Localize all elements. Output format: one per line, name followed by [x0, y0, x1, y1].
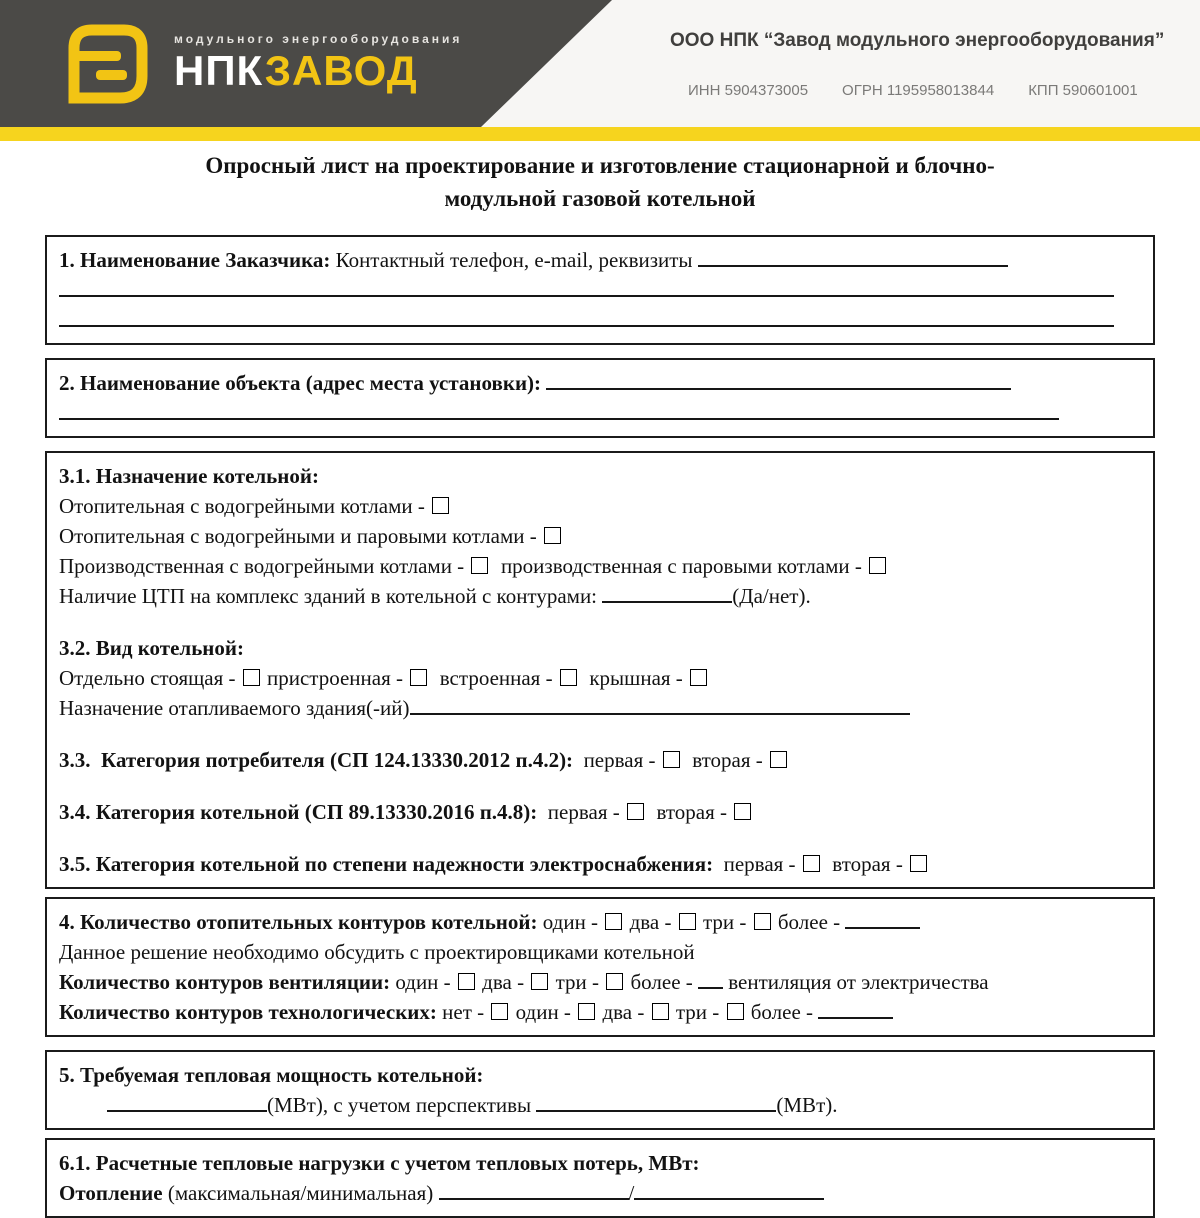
form-line — [59, 521, 1141, 551]
checkbox[interactable] — [491, 1003, 508, 1020]
text-run: 2. Наименование объекта (адрес места установки): — [59, 371, 547, 395]
form-line — [59, 1148, 1141, 1178]
text-run: (Да/нет). — [732, 584, 811, 608]
form-line — [59, 997, 1141, 1027]
text-run: один - — [395, 970, 456, 994]
text-run: вторая - — [645, 800, 733, 824]
form-line — [59, 275, 1141, 305]
checkbox[interactable] — [605, 913, 622, 930]
text-run: один - — [542, 910, 604, 934]
checkbox[interactable] — [727, 1003, 744, 1020]
text-run: более - — [625, 970, 699, 994]
checkbox[interactable] — [734, 803, 751, 820]
brand-zavod: ЗАВОД — [264, 47, 418, 94]
checkbox[interactable] — [410, 669, 427, 686]
checkbox[interactable] — [910, 855, 927, 872]
blank-field[interactable] — [59, 277, 1114, 297]
checkbox[interactable] — [770, 751, 787, 768]
blank-field[interactable] — [59, 400, 1059, 420]
form-line — [59, 1178, 1141, 1208]
text-run: вторая - — [681, 748, 769, 772]
text-run: Контактный телефон, e-mail, реквизиты — [335, 248, 698, 272]
form-line — [59, 368, 1141, 398]
text-run: первая - — [718, 852, 801, 876]
brand-name — [174, 47, 462, 94]
form-line — [59, 461, 1141, 491]
checkbox[interactable] — [432, 497, 449, 514]
text-run: нет - — [442, 1000, 490, 1024]
text-run: более - — [772, 910, 846, 934]
logo-leaf-icon — [62, 18, 154, 115]
text-run: Производственная с водогрейными котлами - — [59, 554, 470, 578]
blank-field[interactable] — [698, 247, 1008, 267]
blank-field[interactable] — [536, 1092, 776, 1112]
form-section-1 — [45, 235, 1155, 345]
blank-field[interactable] — [634, 1180, 824, 1200]
form-line — [59, 937, 1141, 967]
brand-tagline: модульного энергооборудования — [174, 32, 463, 46]
brand-npk: НПК — [174, 47, 265, 94]
text-run: пристроенная - — [261, 666, 409, 690]
form-section-3 — [45, 451, 1155, 889]
page-header — [0, 0, 1200, 141]
text-run: вторая - — [821, 852, 909, 876]
blank-field[interactable] — [59, 307, 1114, 327]
checkbox[interactable] — [679, 913, 696, 930]
checkbox[interactable] — [652, 1003, 669, 1020]
text-run: вентиляция от электричества — [723, 970, 989, 994]
form-line — [59, 967, 1141, 997]
text-run: два - — [624, 910, 677, 934]
document-title-line2: модульной газовой котельной — [444, 186, 756, 211]
text-run: производственная с паровыми котлами - — [490, 554, 868, 578]
text-run: три - — [550, 970, 605, 994]
text-run: один - — [510, 1000, 577, 1024]
text-run: три - — [670, 1000, 725, 1024]
text-run: Отопление — [59, 1181, 168, 1205]
checkbox[interactable] — [754, 913, 771, 930]
text-run: 4. Количество отопительных контуров котельной: — [59, 910, 543, 934]
text-run: 3.2. Вид котельной: — [59, 636, 244, 660]
checkbox[interactable] — [560, 669, 577, 686]
text-run: первая - — [542, 800, 625, 824]
brand-text — [174, 18, 462, 92]
form-line — [59, 745, 1141, 775]
blank-field[interactable] — [845, 909, 920, 929]
text-run: три - — [697, 910, 752, 934]
checkbox[interactable] — [690, 669, 707, 686]
document-title-line1: Опросный лист на проектирование и изготовление стационарной и блочно- — [205, 153, 995, 178]
form-line — [59, 849, 1141, 879]
text-run: 5. Требуемая тепловая мощность котельной: — [59, 1063, 484, 1087]
checkbox[interactable] — [578, 1003, 595, 1020]
text-run: два - — [476, 970, 530, 994]
company-requisites — [688, 82, 1138, 99]
form-line — [59, 581, 1141, 611]
form-section-4 — [45, 897, 1155, 1037]
text-run: (максимальная/минимальная) — [167, 1181, 439, 1205]
form-body — [0, 235, 1200, 1218]
text-run: 1. Наименование Заказчика: — [59, 248, 336, 272]
text-run: Количество контуров вентиляции: — [59, 970, 396, 994]
form-line — [59, 1060, 1141, 1090]
checkbox[interactable] — [627, 803, 644, 820]
header-yellow-stripe — [0, 127, 1200, 141]
text-run: 3.1. Назначение котельной: — [59, 464, 319, 488]
form-line — [59, 797, 1141, 827]
checkbox[interactable] — [803, 855, 820, 872]
company-name: ООО НПК “Завод модульного энергооборудования” — [670, 30, 1165, 51]
text-run: Отдельно стоящая - — [59, 666, 241, 690]
form-line — [59, 551, 1141, 581]
company-kpp: КПП 590601001 — [1028, 82, 1138, 99]
form-line — [59, 693, 1141, 723]
text-run: / — [628, 1181, 635, 1205]
text-run: крышная - — [578, 666, 689, 690]
text-run: 6.1. Расчетные тепловые нагрузки с учетом тепловых потерь, МВт: — [59, 1151, 705, 1175]
text-run: (МВт), с учетом перспективы — [267, 1093, 537, 1117]
blank-field[interactable] — [410, 695, 910, 715]
text-run: (МВт). — [776, 1093, 838, 1117]
checkbox[interactable] — [544, 527, 561, 544]
checkbox[interactable] — [531, 973, 548, 990]
text-run: 3.4. Категория котельной (СП 89.13330.2016 п.4.8): — [59, 800, 543, 824]
document-title — [40, 149, 1160, 215]
text-run: первая - — [578, 748, 661, 772]
blank-field[interactable] — [439, 1180, 629, 1200]
company-logo — [62, 18, 462, 115]
blank-field[interactable] — [602, 583, 732, 603]
company-ogrn: ОГРН 1195958013844 — [842, 82, 995, 99]
text-run: Наличие ЦТП на комплекс зданий в котельной с контурами: — [59, 584, 603, 608]
blank-field[interactable] — [698, 969, 723, 989]
form-line — [59, 633, 1141, 663]
text-run: Отопительная с водогрейными котлами - — [59, 494, 431, 518]
form-line — [59, 663, 1141, 693]
form-line — [59, 245, 1141, 275]
checkbox[interactable] — [869, 557, 886, 574]
text-run: два - — [597, 1000, 650, 1024]
form-section-6 — [45, 1138, 1155, 1218]
checkbox[interactable] — [243, 669, 260, 686]
blank-field[interactable] — [107, 1092, 267, 1112]
checkbox[interactable] — [606, 973, 623, 990]
blank-field[interactable] — [546, 370, 1011, 390]
text-run: 3.3. Категория потребителя (СП 124.13330.2012 п.4.2): — [59, 748, 579, 772]
form-line — [59, 491, 1141, 521]
form-section-2 — [45, 358, 1155, 438]
text-run: Количество контуров технологических: — [59, 1000, 443, 1024]
form-line — [59, 907, 1141, 937]
text-run: более - — [745, 1000, 819, 1024]
text-run: Назначение отапливаемого здания(-ий) — [59, 696, 410, 720]
text-run: Отопительная с водогрейными и паровыми котлами - — [59, 524, 542, 548]
form-line — [59, 398, 1141, 428]
form-section-5 — [45, 1050, 1155, 1130]
company-inn: ИНН 5904373005 — [688, 82, 809, 99]
blank-field[interactable] — [818, 999, 893, 1019]
text-run: Данное решение необходимо обсудить с проектировщиками котельной — [59, 940, 695, 964]
form-line — [59, 1090, 1141, 1120]
checkbox[interactable] — [663, 751, 680, 768]
text-run: 3.5. Категория котельной по степени надежности электроснабжения: — [59, 852, 719, 876]
form-line — [59, 305, 1141, 335]
checkbox[interactable] — [458, 973, 475, 990]
checkbox[interactable] — [471, 557, 488, 574]
text-run: встроенная - — [429, 666, 558, 690]
